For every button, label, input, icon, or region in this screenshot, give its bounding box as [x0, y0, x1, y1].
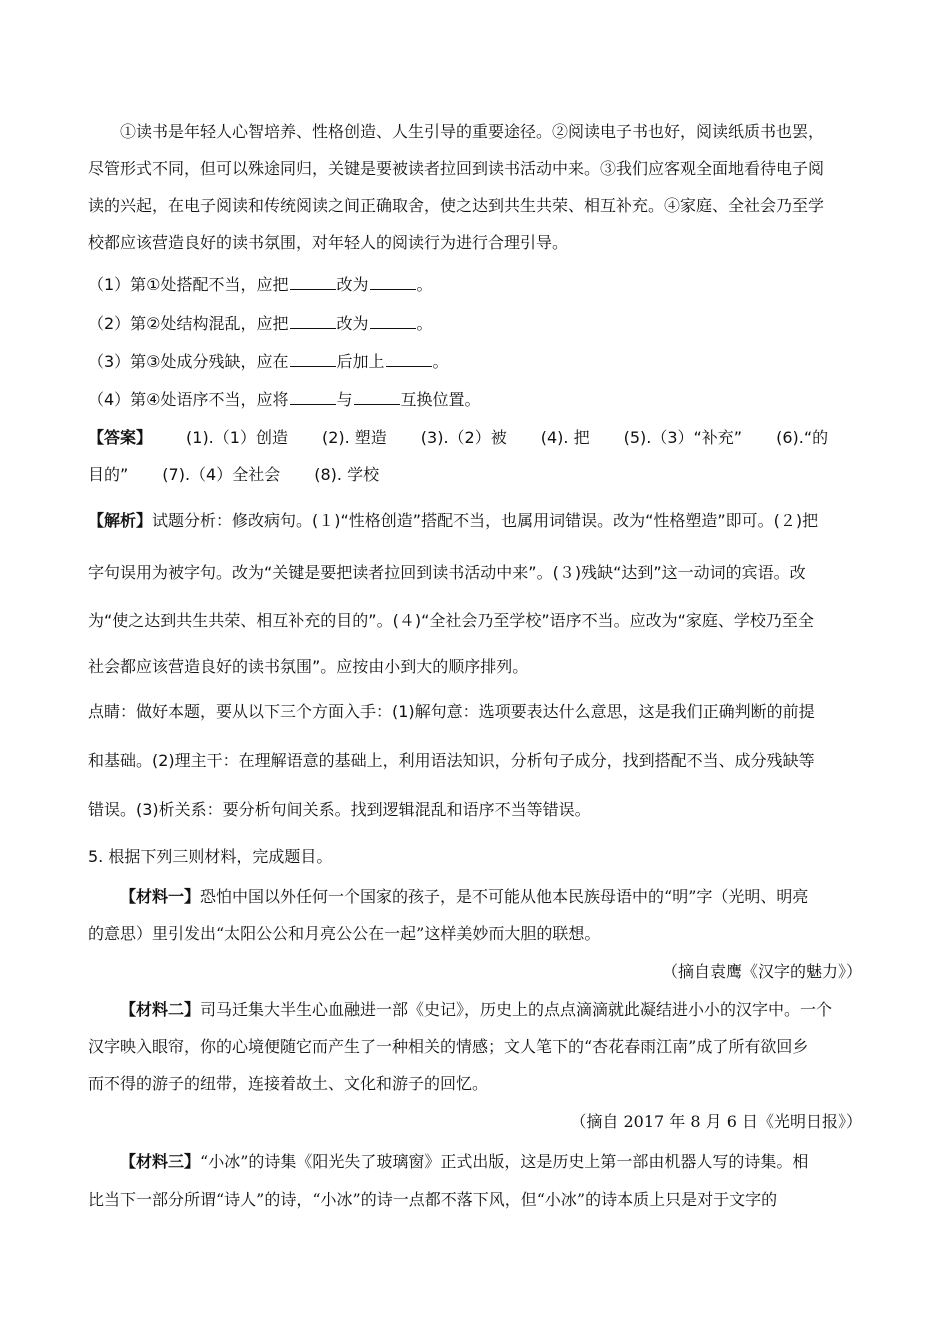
material-1-line-1: 【材料一】恐怕中国以外任何一个国家的孩子，是不可能从他本民族母语中的“明”字（光明、明亮 [120, 887, 809, 906]
tips-line-2: 和基础。(2)理主干：在理解语意的基础上，利用语法知识，分析句子成分，找到搭配不当、成分残缺等 [88, 751, 815, 770]
analysis-line-2: 字句误用为被字句。改为“关键是要把读者拉回到读书活动中来”。(３)残缺“达到”这一动词的宾语。改 [88, 563, 806, 582]
material-2-line-3: 而不得的游子的纽带，连接着故土、文化和游子的回忆。 [88, 1074, 489, 1093]
analysis-line-4: 社会都应该营造良好的读书氛围”。应按由小到大的顺序排列。 [88, 657, 529, 676]
question-1: （1）第①处搭配不当，应把 改为 。 [88, 275, 433, 294]
tips-line-3: 错误。(3)析关系：要分析句间关系。找到逻辑混乱和语序不当等错误。 [88, 800, 591, 819]
question-5-title: 5. 根据下列三则材料，完成题目。 [88, 847, 333, 866]
analysis-line-3: 为“使之达到共生共荣、相互补充的目的”。(４)“全社会乃至学校”语序不当。应改为“家庭、学校乃至全 [88, 611, 814, 630]
question-4: （4）第④处语序不当，应将 与 互换位置。 [88, 390, 481, 409]
material-3-line-2: 比当下一部分所谓“诗人”的诗，“小冰”的诗一点都不落下风，但“小冰”的诗本质上只是对于文字的 [88, 1190, 778, 1209]
passage-line-3: 读的兴起，在电子阅读和传统阅读之间正确取舍，使之达到共生共荣、相互补充。④家庭、全社会乃至学 [88, 196, 825, 215]
material-2-line-1: 【材料二】司马迁集大半生心血融进一部《史记》，历史上的点点滴滴就此凝结进小小的汉字中。一个 [120, 1000, 833, 1019]
answer-line-1: 【答案】 (1).（1）创造 (2). 塑造 (3).（2）被 (4). 把 (5).（3）“补充” (6).“的 [88, 428, 829, 447]
question-3: （3）第③处成分残缺，应在 后加上 。 [88, 352, 449, 371]
answer-line-2: 目的” (7).（4）全社会 (8). 学校 [88, 465, 380, 484]
material-3-line-1: 【材料三】“小冰”的诗集《阳光失了玻璃窗》正式出版，这是历史上第一部由机器人写的诗集。相 [120, 1152, 809, 1171]
answer-blank [290, 313, 336, 329]
answer-blank [370, 274, 416, 290]
answer-blank [290, 351, 336, 367]
passage-line-1: ①读书是年轻人心智培养、性格创造、人生引导的重要途径。②阅读电子书也好，阅读纸质书也罢， [120, 122, 825, 141]
passage-line-2: 尽管形式不同，但可以殊途同归，关键是要被读者拉回到读书活动中来。③我们应客观全面地看待电子阅 [88, 159, 825, 178]
material-1-source: （摘自袁鹰《汉字的魅力》） [661, 962, 862, 981]
answer-blank [370, 313, 416, 329]
answer-blank [386, 351, 432, 367]
tips-line-1: 点睛：做好本题，要从以下三个方面入手：(1)解句意：选项要表达什么意思，这是我们正确判断的前提 [88, 702, 815, 721]
material-2-source: （摘自 2017 年 8 月 6 日《光明日报》） [570, 1112, 862, 1131]
material-2-line-2: 汉字映入眼帘，你的心境便随它而产生了一种相关的情感；文人笔下的“杏花春雨江南”成了所有欲回乡 [88, 1037, 809, 1056]
answer-blank [290, 389, 336, 405]
material-1-line-2: 的意思）里引发出“太阳公公和月亮公公在一起”这样美妙而大胆的联想。 [88, 924, 601, 943]
analysis-line-1: 【解析】试题分析：修改病句。(１)“性格创造”搭配不当，也属用词错误。改为“性格塑造”即可。(２)把 [88, 511, 819, 530]
passage-line-4: 校都应该营造良好的读书氛围，对年轻人的阅读行为进行合理引导。 [88, 233, 569, 252]
answer-blank [354, 389, 400, 405]
answer-blank [290, 274, 336, 290]
answer-label: 【答案】 [88, 428, 153, 447]
analysis-label: 【解析】 [88, 511, 153, 530]
question-2: （2）第②处结构混乱，应把 改为 。 [88, 314, 433, 333]
